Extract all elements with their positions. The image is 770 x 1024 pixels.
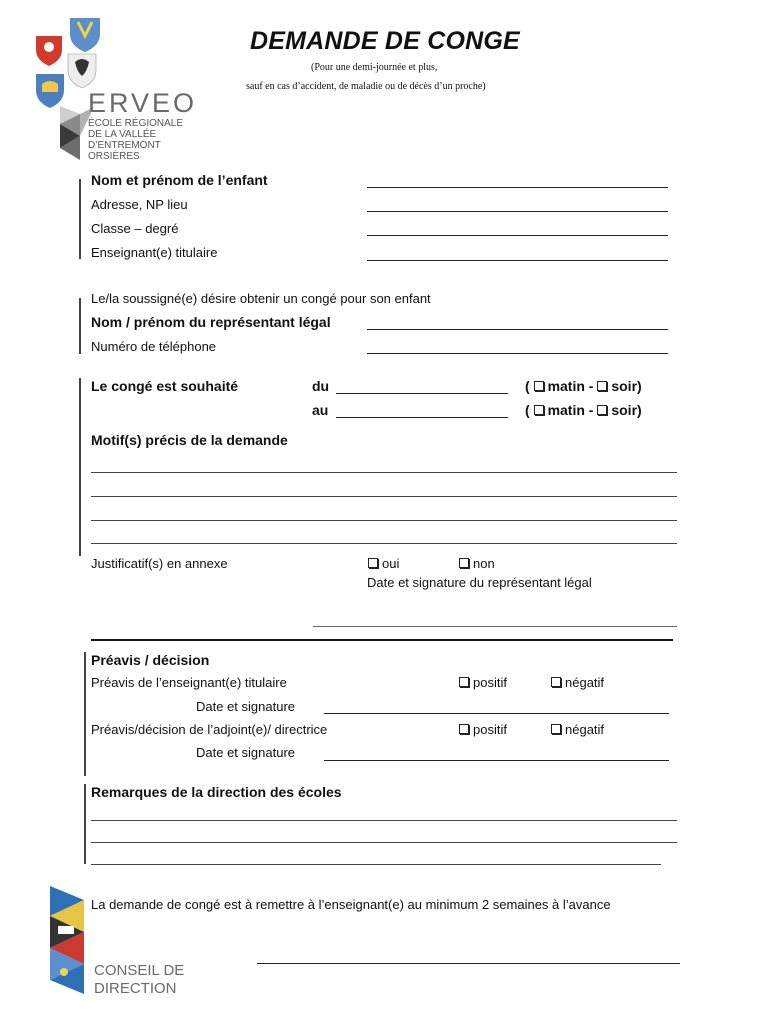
leave-from-period (525, 378, 642, 394)
leave-to-date-field[interactable] (336, 417, 508, 418)
soir-to-label: soir) (611, 402, 642, 418)
preavis-title: Préavis / décision (91, 652, 210, 668)
preavis-teacher-positive (459, 675, 507, 690)
matin-from-checkbox[interactable] (534, 381, 544, 391)
date-signature-2-field[interactable] (324, 760, 669, 761)
section-bar-child (79, 179, 81, 259)
child-name-label: Nom et prénom de l’enfant (91, 172, 268, 188)
matin-to-checkbox[interactable] (534, 405, 544, 415)
leave-label: Le congé est souhaité (91, 378, 239, 394)
preavis-deputy-label: Préavis/décision de l’adjoint(e)/ directrice (91, 722, 328, 737)
subtitle-line-1: (Pour une demi-journée et plus, (311, 62, 438, 73)
erveo-name: ERVEO (88, 88, 198, 118)
erveo-logo (30, 14, 198, 164)
footer-note: La demande de congé est à remettre à l’enseignant(e) au minimum 2 semaines à l’avance (91, 897, 611, 912)
leave-from-label: du (312, 378, 330, 394)
remarks-line-1[interactable] (91, 820, 677, 821)
deputy-positive-label: positif (473, 722, 507, 737)
subtitle-line-2: sauf en cas d’accident, de maladie ou de décès d’un proche) (246, 81, 486, 92)
erveo-line-2: DE LA VALLÉE (88, 129, 157, 140)
attachments-no (459, 556, 495, 571)
representative-name-label: Nom / prénom du représentant légal (91, 314, 331, 330)
teacher-negative-checkbox[interactable] (551, 677, 561, 687)
attachments-yes-checkbox[interactable] (368, 558, 378, 568)
leave-from-date-field[interactable] (336, 393, 508, 394)
preavis-teacher-label: Préavis de l’enseignant(e) titulaire (91, 675, 287, 690)
leave-to-label: au (312, 402, 329, 418)
preavis-deputy-positive (459, 722, 507, 737)
remarks-title: Remarques de la direction des écoles (91, 784, 342, 800)
representative-intro: Le/la soussigné(e) désire obtenir un congé pour son enfant (91, 291, 431, 306)
teacher-positive-label: positif (473, 675, 507, 690)
soir-from-label: soir) (611, 378, 642, 394)
representative-phone-label: Numéro de téléphone (91, 339, 217, 354)
conseil-line-2: DIRECTION (94, 980, 177, 997)
preavis-teacher-negative (551, 675, 604, 690)
open-paren: ( (525, 402, 530, 418)
attachments-yes (368, 556, 399, 571)
representative-name-field[interactable] (367, 329, 668, 330)
erveo-line-4: ORSIÈRES (88, 151, 140, 162)
reason-line-3[interactable] (91, 520, 677, 521)
conseil-line-1: CONSEIL DE (94, 962, 185, 979)
section-bar-representative (79, 298, 81, 354)
child-teacher-label: Enseignant(e) titulaire (91, 245, 218, 260)
attachments-yes-label: oui (382, 556, 400, 571)
attachments-no-label: non (473, 556, 495, 571)
teacher-negative-label: négatif (565, 675, 605, 690)
leave-to-period (525, 402, 642, 418)
reason-line-2[interactable] (91, 496, 677, 497)
date-signature-1-field[interactable] (324, 713, 669, 714)
section-bar-remarks (84, 784, 86, 864)
child-address-field[interactable] (367, 211, 668, 212)
soir-from-checkbox[interactable] (597, 381, 607, 391)
date-signature-1-label: Date et signature (196, 699, 296, 714)
preavis-deputy-negative (551, 722, 604, 737)
deputy-negative-checkbox[interactable] (551, 724, 561, 734)
child-class-field[interactable] (367, 235, 668, 236)
deputy-negative-label: négatif (565, 722, 605, 737)
section-bar-leave (79, 378, 81, 556)
deputy-positive-checkbox[interactable] (459, 724, 469, 734)
child-teacher-field[interactable] (367, 260, 668, 261)
section-separator (91, 639, 673, 641)
erveo-line-1: ÉCOLE RÉGIONALE (88, 118, 184, 129)
representative-phone-field[interactable] (367, 353, 668, 354)
open-paren: ( (525, 378, 530, 394)
reason-label: Motif(s) précis de la demande (91, 432, 288, 448)
signature-label: Date et signature du représentant légal (367, 575, 592, 590)
page-title: DEMANDE DE CONGE (250, 27, 520, 55)
remarks-line-2[interactable] (91, 842, 677, 843)
reason-line-1[interactable] (91, 472, 677, 473)
conseil-logo (44, 886, 194, 998)
bottom-signature-field[interactable] (257, 963, 680, 964)
conseil-emblem-icon (44, 886, 94, 998)
section-bar-preavis (84, 652, 86, 776)
signature-field[interactable] (313, 626, 677, 627)
remarks-line-3[interactable] (91, 864, 661, 865)
teacher-positive-checkbox[interactable] (459, 677, 469, 687)
attachments-label: Justificatif(s) en annexe (91, 556, 228, 571)
child-class-label: Classe – degré (91, 221, 179, 236)
date-signature-2-label: Date et signature (196, 745, 296, 760)
child-address-label: Adresse, NP lieu (91, 197, 188, 212)
attachments-no-checkbox[interactable] (459, 558, 469, 568)
matin-from-label: matin - (547, 378, 594, 394)
erveo-line-3: D’ENTREMONT (88, 140, 161, 151)
soir-to-checkbox[interactable] (597, 405, 607, 415)
matin-to-label: matin - (547, 402, 594, 418)
reason-line-4[interactable] (91, 543, 677, 544)
child-name-field[interactable] (367, 187, 668, 188)
